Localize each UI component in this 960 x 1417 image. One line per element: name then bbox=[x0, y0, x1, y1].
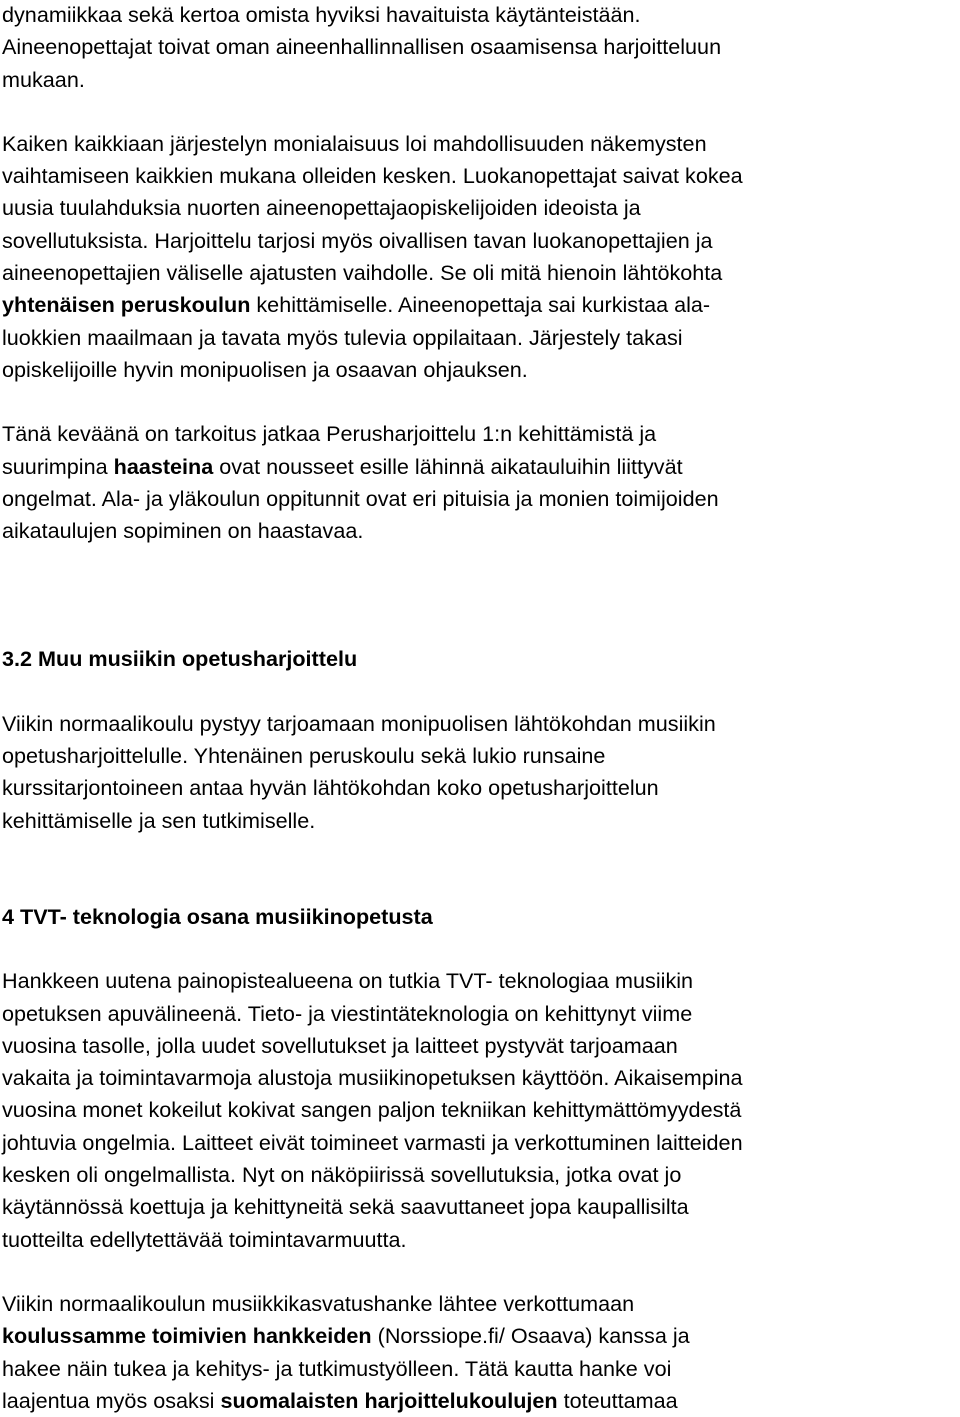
text-line: johtuvia ongelmia. Laitteet eivät toimineet varmasti ja verkottuminen laitteiden bbox=[2, 1129, 743, 1155]
text-line: uusia tuulahduksia nuorten aineenopettajaopiskelijoiden ideoista ja bbox=[2, 195, 641, 221]
paragraph-6 bbox=[2, 1288, 958, 1417]
section-spacer bbox=[2, 611, 958, 643]
paragraph-1 bbox=[2, 0, 958, 96]
paragraph-4 bbox=[2, 708, 958, 837]
text-line: hakee näin tukea ja kehitys- ja tutkimustyölleen. Tätä kautta hanke voi bbox=[2, 1355, 672, 1381]
paragraph-spacer bbox=[2, 676, 958, 708]
text-line: kurssitarjontoineen antaa hyvän lähtökohdan koko opetusharjoittelun bbox=[2, 775, 659, 801]
paragraph-2 bbox=[2, 128, 958, 386]
text-line: vuosina monet kokeilut kokivat sangen paljon tekniikan kehittymättömyydestä bbox=[2, 1097, 742, 1123]
text-line: käytännössä koettuja ja kehittyneitä sekä saavuttaneet jopa kaupallisilta bbox=[2, 1194, 689, 1220]
text-line: tuotteilta edellytettävää toimintavarmuutta. bbox=[2, 1226, 407, 1252]
paragraph-spacer bbox=[2, 386, 958, 418]
paragraph-spacer bbox=[2, 96, 958, 128]
text-line: aikataulujen sopiminen on haastavaa. bbox=[2, 518, 364, 544]
text-line: mukaan. bbox=[2, 66, 85, 92]
text-line: Hankkeen uutena painopistealueena on tutkia TVT- teknologiaa musiikin bbox=[2, 968, 694, 994]
text-span: kehittämiselle. Aineenopettaja sai kurkistaa ala- bbox=[250, 292, 711, 318]
bold-phrase: koulussamme toimivien hankkeiden bbox=[2, 1323, 372, 1349]
text-line: dynamiikkaa sekä kertoa omista hyviksi havaituista käytänteistään. bbox=[2, 2, 641, 27]
text-line: aineenopettajien väliselle ajatusten vaihdolle. Se oli mitä hienoin lähtökohta bbox=[2, 260, 723, 286]
text-line bbox=[2, 289, 958, 321]
text-line: vaihtamiseen kaikkien mukana olleiden kesken. Luokanopettajat saivat kokea bbox=[2, 163, 743, 189]
section-spacer bbox=[2, 837, 958, 901]
text-line: Tänä keväänä on tarkoitus jatkaa Perusharjoittelu 1:n kehittämistä ja bbox=[2, 421, 657, 447]
text-span: ovat nousseet esille lähinnä aikatauluihin liittyvät bbox=[213, 453, 683, 479]
bold-phrase: haasteina bbox=[113, 453, 214, 479]
section-spacer bbox=[2, 547, 958, 611]
paragraph-3 bbox=[2, 418, 958, 547]
text-line: ongelmat. Ala- ja yläkoulun oppitunnit ovat eri pituisia ja monien toimijoiden bbox=[2, 485, 719, 511]
text-span: toteuttamaa bbox=[557, 1387, 678, 1413]
text-line: sovellutuksista. Harjoittelu tarjosi myös oivallisen tavan luokanopettajien ja bbox=[2, 227, 713, 253]
paragraph-5 bbox=[2, 965, 958, 1256]
text-line: vakaita ja toimintavarmoja alustoja musiikinopetuksen käyttöön. Aikaisempina bbox=[2, 1065, 743, 1091]
text-line: Viikin normaalikoulun musiikkikasvatushanke lähtee verkottumaan bbox=[2, 1290, 635, 1316]
bold-phrase: suomalaisten harjoittelukoulujen bbox=[220, 1387, 558, 1413]
text-line: vuosina tasolle, jolla uudet sovellutukset ja laitteet pystyvät tarjoamaan bbox=[2, 1032, 678, 1058]
text-line: kesken oli ongelmallista. Nyt on näköpiirissä sovellutuksia, jotka ovat jo bbox=[2, 1162, 682, 1188]
text-line: Kaiken kaikkiaan järjestelyn monialaisuus loi mahdollisuuden näkemysten bbox=[2, 130, 707, 156]
text-line: opetusharjoittelulle. Yhtenäinen peruskoulu sekä lukio runsaine bbox=[2, 743, 606, 769]
paragraph-spacer bbox=[2, 933, 958, 965]
section-heading-4: 4 TVT- teknologia osana musiikinopetusta bbox=[2, 903, 433, 929]
text-line bbox=[2, 451, 958, 483]
text-line: luokkien maailmaan ja tavata myös tulevia oppilaitaan. Järjestely takasi bbox=[2, 324, 683, 350]
section-heading-3-2: 3.2 Muu musiikin opetusharjoittelu bbox=[2, 646, 358, 672]
text-line: Aineenopettajat toivat oman aineenhallinnallisen osaamisensa harjoitteluun bbox=[2, 34, 722, 60]
text-line bbox=[2, 1385, 958, 1417]
paragraph-spacer bbox=[2, 1256, 958, 1288]
text-line: kehittämiselle ja sen tutkimiselle. bbox=[2, 807, 316, 833]
text-line: opetuksen apuvälineenä. Tieto- ja viestintäteknologia on kehittynyt viime bbox=[2, 1000, 693, 1026]
text-line bbox=[2, 1320, 958, 1352]
text-span: suurimpina bbox=[2, 453, 114, 479]
bold-phrase: yhtenäisen peruskoulun bbox=[2, 292, 251, 318]
document-page bbox=[2, 0, 958, 1417]
text-line: Viikin normaalikoulu pystyy tarjoamaan monipuolisen lähtökohdan musiikin bbox=[2, 710, 716, 736]
text-line: opiskelijoille hyvin monipuolisen ja osaavan ohjauksen. bbox=[2, 356, 528, 382]
text-span: (Norssiope.fi/ Osaava) kanssa ja bbox=[371, 1323, 690, 1349]
text-span: laajentua myös osaksi bbox=[2, 1387, 221, 1413]
